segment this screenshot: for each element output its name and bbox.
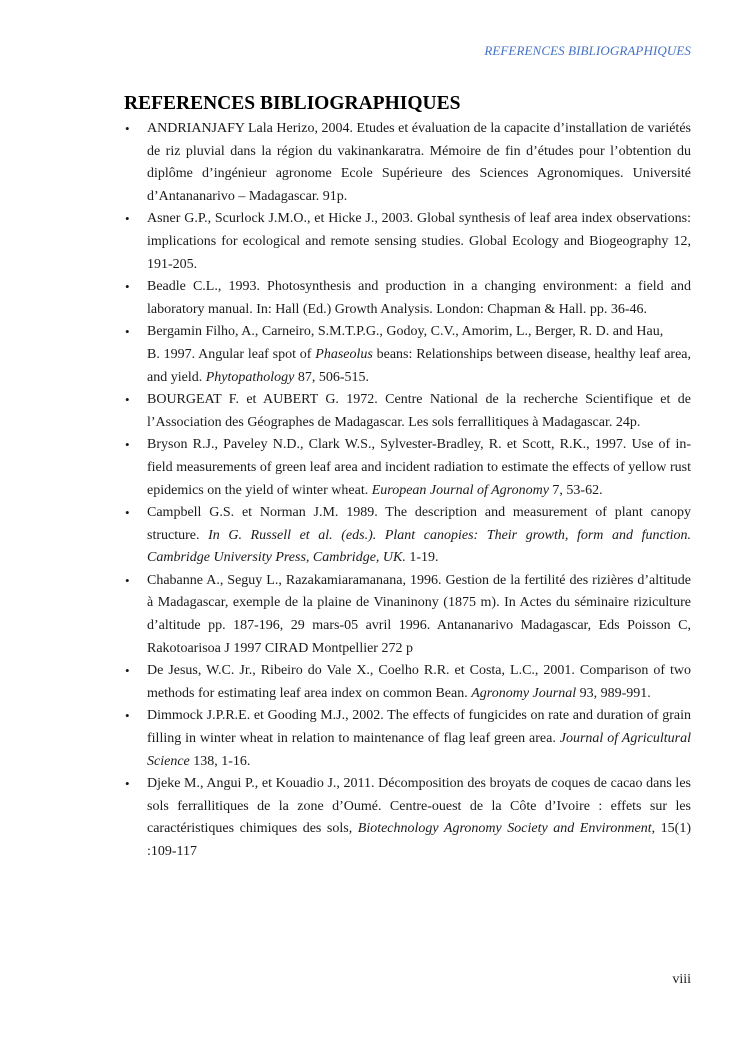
reference-segment: 138, 1-16.: [189, 753, 251, 769]
reference-segment: 93, 989-991.: [576, 685, 651, 701]
reference-item: [124, 773, 691, 863]
reference-segment: Beadle C.L., 1993. Photosynthesis and production in a changing environment: a field and laboratory manual. In: Hall (Ed.) Growth Analysis. London: Chapman & Hall. pp. 36-46.: [147, 279, 691, 317]
reference-text: [147, 276, 691, 321]
bullet-icon: •: [125, 211, 130, 227]
reference-item: [124, 434, 691, 502]
reference-text: [147, 208, 691, 276]
reference-text: [147, 321, 691, 389]
reference-text: [147, 502, 691, 570]
reference-segment: Chabanne A., Seguy L., Razakamiaramanana, 1996. Gestion de la fertilité des rizières d’altitude à Madagascar, exemple de la plaine de Vinaninony (1875 m). In Actes du séminaire riziculture d’altitude pp. 187-196, 29 mars-05 avril 1996. Antananarivo Madagascar, Eds Poisson C, Rakotoarisoa J 1997 CIRAD Montpellier 272 p: [147, 572, 691, 656]
reference-italic-segment: European Journal of Agronomy: [371, 482, 549, 498]
reference-segment: De Jesus, W.C. Jr., Ribeiro do Vale X., Coelho R.R. et Costa, L.C., 2001. Comparison of two methods for estimating leaf area index on common Bean.: [147, 663, 691, 701]
reference-italic-segment: Phaseolus: [315, 346, 373, 362]
bullet-icon: •: [125, 392, 130, 408]
reference-item: [124, 276, 691, 321]
reference-segment: Campbell G.S. et Norman J.M. 1989. The description and measurement of plant canopy structure.: [147, 505, 691, 543]
bullet-icon: •: [125, 324, 130, 340]
bullet-icon: •: [125, 776, 130, 792]
bullet-icon: •: [125, 708, 130, 724]
reference-text: [147, 773, 691, 863]
reference-segment: ANDRIANJAFY Lala Herizo, 2004. Etudes et évaluation de la capacite d’installation de variétés de riz pluvial dans la région du vakinankaratra. Mémoire de fin d’études pour l’obtention du diplôme d’ingénieur agronome Ecole Supérieure des Sciences Agronomiques. Université d’Antananarivo – Madagascar. 91p.: [147, 121, 691, 204]
reference-item: [124, 208, 691, 276]
reference-text: [147, 705, 691, 773]
reference-italic-segment: Biotechnology Agronomy Society and Environment: [357, 821, 652, 837]
reference-text: [147, 118, 691, 208]
reference-segment: 7, 53-62.: [548, 482, 603, 498]
reference-segment: , 15(1) :109-117: [147, 821, 691, 859]
reference-italic-segment: Agronomy Journal: [471, 685, 577, 701]
reference-item: [124, 389, 691, 434]
reference-segment: Asner G.P., Scurlock J.M.O., et Hicke J., 2003. Global synthesis of leaf area index observations: implications for ecological and remote sensing studies. Global Ecology and Biogeography 12, 191-205.: [147, 211, 691, 272]
reference-item: [124, 660, 691, 705]
reference-item: [124, 705, 691, 773]
bullet-icon: •: [125, 121, 130, 136]
reference-italic-segment: Journal of Agricultural Science: [147, 731, 691, 769]
reference-item: [124, 570, 691, 660]
reference-text: [147, 570, 691, 660]
reference-item: [124, 118, 691, 208]
bullet-icon: •: [125, 663, 130, 679]
reference-text: [147, 660, 691, 705]
reference-segment: BOURGEAT F. et AUBERT G. 1972. Centre National de la recherche Scientifique et de l’Association des Géographes de Madagascar. Les sols ferrallitiques à Madagascar. 24p.: [147, 392, 691, 430]
reference-paragraph: [147, 344, 691, 389]
reference-segment: Bryson R.J., Paveley N.D., Clark W.S., Sylvester-Bradley, R. et Scott, R.K., 1997. Use of in-field measurements of green leaf area and incident radiation to estimate the effects of yellow rust epidemics on the yield of winter wheat.: [147, 437, 691, 498]
reference-segment: 1-19.: [405, 550, 439, 566]
reference-italic-segment: In G. Russell et al. (eds.). Plant canopies: Their growth, form and function. Cambridge University Press, Cambridge, UK.: [147, 527, 691, 566]
reference-text: [147, 389, 691, 434]
reference-segment: Dimmock J.P.R.E. et Gooding M.J., 2002. The effects of fungicides on rate and duration of grain filling in winter wheat in relation to maintenance of flag leaf green area.: [147, 708, 691, 747]
reference-segment: beans: Relationships between disease, healthy leaf area, and yield.: [147, 346, 692, 385]
reference-segment: Djeke M., Angui P., et Kouadio J., 2011. Décomposition des broyats de coques de cacao dans les sols ferrallitiques de la zone d’Oumé. Centre-ouest de la Côte d’Ivoire : effets sur les caractéristiques chimiques des sols,: [147, 776, 691, 837]
bullet-icon: •: [125, 572, 130, 588]
reference-item: [124, 502, 691, 570]
bullet-icon: •: [125, 437, 130, 453]
reference-text: [147, 434, 691, 502]
reference-segment: Bergamin Filho, A., Carneiro, S.M.T.P.G., Godoy, C.V., Amorim, L., Berger, R. D. and Hau,: [147, 324, 664, 340]
bullet-icon: •: [125, 279, 130, 295]
reference-item: [124, 321, 691, 389]
reference-paragraph: [147, 321, 691, 344]
page-title: REFERENCES BIBLIOGRAPHIQUES: [124, 93, 461, 114]
bullet-icon: •: [125, 505, 130, 521]
running-header: REFERENCES BIBLIOGRAPHIQUES: [484, 43, 691, 58]
page-number: viii: [672, 972, 691, 987]
reference-list: [124, 118, 691, 864]
reference-segment: B. 1997. Angular leaf spot of: [147, 346, 316, 362]
reference-italic-segment: Phytopathology: [205, 369, 295, 385]
reference-segment: 87, 506-515.: [294, 369, 370, 385]
